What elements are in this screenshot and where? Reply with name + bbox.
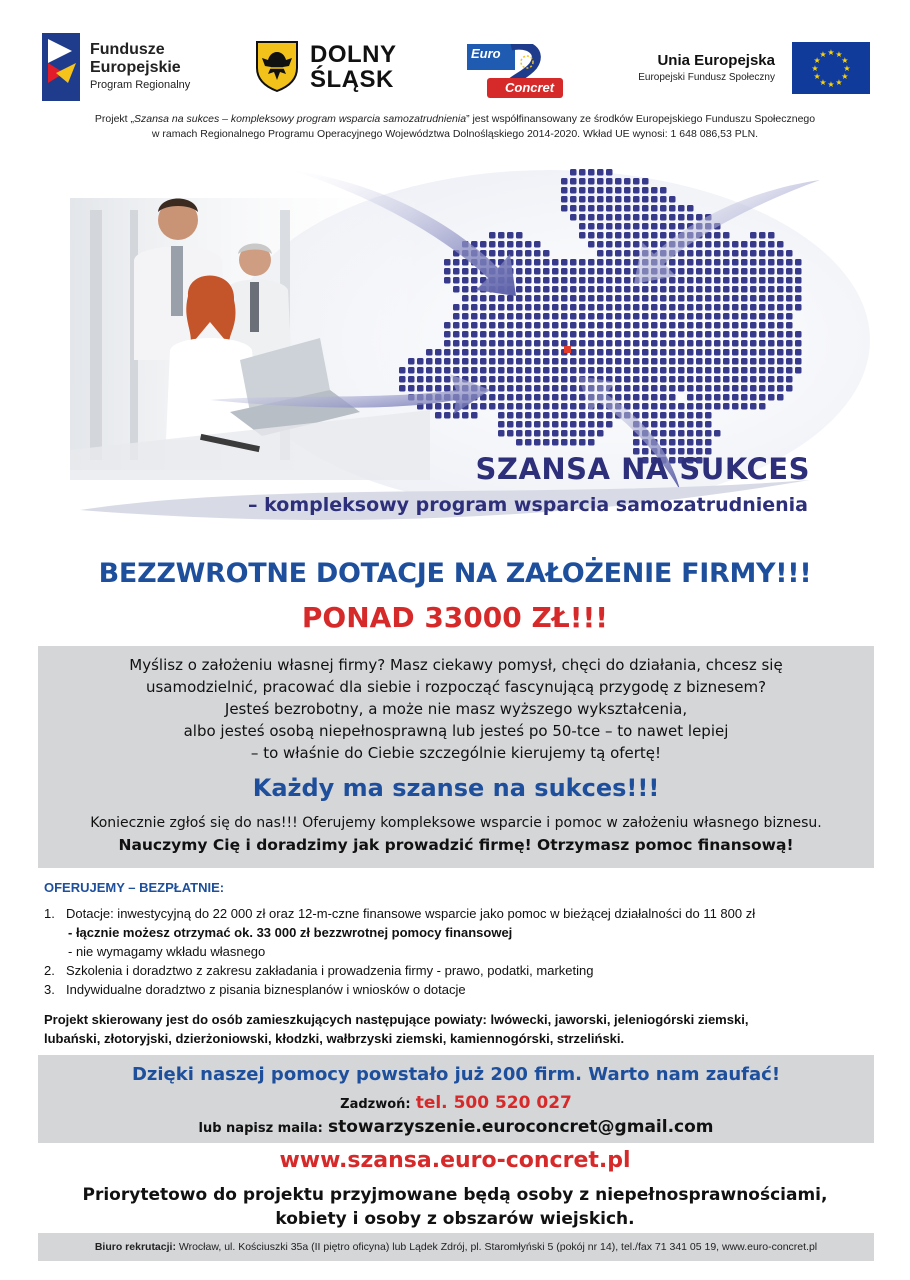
headline-grants: BEZZWROTNE DOTACJE NA ZAŁOŻENIE FIRMY!!! xyxy=(98,558,812,589)
intro-line: Myślisz o założeniu własnej firmy? Masz ciekawy pomysł, chęci do działania, chcesz się xyxy=(129,656,783,674)
footer xyxy=(38,1233,874,1261)
offer-text: Szkolenia i doradztwo z zakresu zakładania i prowadzenia firmy - prawo, podatki, marketing xyxy=(66,963,594,978)
fundusze-line1: Fundusze xyxy=(90,41,165,58)
target-districts xyxy=(44,1010,874,1048)
intro-paragraph xyxy=(38,654,874,764)
dolny-slask-line2: ŚLĄSK xyxy=(310,66,394,93)
intro-line: usamodzielnić, pracować dla siebie i rozpocząć fascynującą przygodę z biznesem? xyxy=(145,678,767,696)
offer-text: Indywidualne doradztwo z pisania biznesplanów i wniosków o dotacje xyxy=(66,982,466,997)
dolny-slask-logo xyxy=(255,40,425,96)
unia-line2: Europejski Fundusz Społeczny xyxy=(638,72,775,83)
note-suffix: ” jest współfinansowany ze środków Europejskiego Funduszu Społecznego xyxy=(466,113,816,125)
eu-star-icon: ★ xyxy=(841,56,849,65)
offer-number: 1. xyxy=(44,906,55,921)
euro-concret-line1: Euro xyxy=(471,46,501,61)
eu-star-icon: ★ xyxy=(811,64,819,73)
email-row xyxy=(38,1117,874,1137)
email-label: lub napisz maila: xyxy=(198,1121,323,1136)
euro-concret-logo xyxy=(467,44,567,100)
priority-line1: Priorytetowo do projektu przyjmowane będą osoby z niepełnosprawnościami, xyxy=(82,1185,828,1205)
phone-number-link[interactable]: tel. 500 520 027 xyxy=(415,1093,572,1113)
eu-star-icon: ★ xyxy=(813,56,821,65)
intro-call-to-action: Koniecznie zgłoś się do nas!!! Oferujemy kompleksowe wsparcie i pomoc w założeniu własnego biznesu. xyxy=(90,815,822,831)
intro-line: albo jesteś osobą niepełnosprawną lub jesteś po 50-tce – to nawet lepiej xyxy=(183,722,729,740)
contact-box xyxy=(38,1055,874,1143)
hero-illustration xyxy=(30,150,880,550)
offer-text: Dotacje: inwestycyjną do 22 000 zł oraz 12-m-czne finansowe wsparcie jako pomoc w bieżącej działalności do 11 800 zł xyxy=(66,906,756,921)
phone-label: Zadzwoń: xyxy=(340,1097,411,1112)
eu-star-icon: ★ xyxy=(827,48,835,57)
location-marker-icon xyxy=(564,346,571,353)
offer-list xyxy=(44,904,874,999)
phone-row xyxy=(38,1093,874,1113)
offer-sub-bold: - łącznie możesz otrzymać ok. 33 000 zł bezzwrotnej pomocy finansowej xyxy=(68,925,513,940)
eagle-shield-icon xyxy=(255,40,299,92)
priority-note xyxy=(0,1183,910,1231)
priority-line2: kobiety i osoby z obszarów wiejskich. xyxy=(275,1209,635,1229)
list-item xyxy=(44,980,874,999)
intro-line: – to właśnie do Ciebie szczególnie kierujemy tą ofertę! xyxy=(250,744,662,762)
unia-europejska-logo xyxy=(612,40,870,96)
eu-star-icon: ★ xyxy=(835,77,843,87)
project-funding-note xyxy=(20,112,890,142)
email-link[interactable]: stowarzyszenie.euroconcret@gmail.com xyxy=(327,1117,714,1137)
note-prefix: Projekt „ xyxy=(94,113,134,125)
fundusze-flag-icon xyxy=(42,33,80,101)
districts-line1: Projekt skierowany jest do osób zamieszkujących następujące powiaty: lwówecki, jaworski, jeleniogórski ziemski, xyxy=(44,1012,749,1027)
offer-sub: - nie wymagamy wkładu własnego xyxy=(68,944,266,959)
offer-heading: OFERUJEMY – BEZPŁATNIE: xyxy=(44,880,225,895)
fundusze-line3: Program Regionalny xyxy=(90,79,191,91)
eu-star-icon: ★ xyxy=(813,72,821,81)
list-item xyxy=(44,961,874,980)
headline-amount: PONAD 33000 ZŁ!!! xyxy=(301,601,609,634)
eu-star-icon: ★ xyxy=(841,72,849,81)
note-line2: w ramach Regionalnego Programu Operacyjnego Województwa Dolnośląskiego 2014-2020. Wkład UE wynosi: 1 648 086,53 PLN. xyxy=(151,128,759,140)
intro-line: Jesteś bezrobotny, a może nie masz wyższego wykształcenia, xyxy=(224,700,688,718)
fundusze-europejskie-logo xyxy=(42,33,242,101)
eu-star-icon: ★ xyxy=(819,77,827,87)
trust-statement: Dzięki naszej pomocy powstało już 200 firm. Warto nam zaufać! xyxy=(131,1064,781,1085)
office-photo xyxy=(70,198,430,480)
hero-title: SZANSA NA SUKCES xyxy=(475,452,810,486)
offer-number: 2. xyxy=(44,963,55,978)
euro-concret-line2: Concret xyxy=(505,80,555,95)
eu-star-icon: ★ xyxy=(835,50,843,60)
eu-star-icon: ★ xyxy=(827,80,835,89)
slogan: Każdy ma szanse na sukces!!! xyxy=(252,774,660,802)
footer-address: Wrocław, ul. Kościuszki 35a (II piętro oficyna) lub Lądek Zdrój, pl. Staromłyński 5 (pokój nr 14), tel./fax 71 341 05 19, www.euro-concret.pl xyxy=(175,1241,818,1253)
eu-flag-icon xyxy=(792,42,870,94)
intro-box xyxy=(38,646,874,868)
list-item xyxy=(44,904,874,961)
footer-label: Biuro rekrutacji: xyxy=(94,1241,176,1253)
intro-promise: Nauczymy Cię i doradzimy jak prowadzić firmę! Otrzymasz pomoc finansową! xyxy=(118,836,794,854)
eu-star-icon: ★ xyxy=(843,64,851,73)
recruitment-office xyxy=(38,1241,874,1253)
hero-subtitle: – kompleksowy program wsparcia samozatrudnienia xyxy=(248,494,808,516)
website-link[interactable]: www.szansa.euro-concret.pl xyxy=(279,1148,631,1173)
unia-line1: Unia Europejska xyxy=(657,52,775,69)
fundusze-line2: Europejskie xyxy=(90,59,181,76)
eu-star-icon: ★ xyxy=(819,50,827,60)
districts-line2: lubański, złotoryjski, dzierżoniowski, kłodzki, wałbrzyski ziemski, kamiennogórski, strzeliński. xyxy=(44,1031,625,1046)
offer-number: 3. xyxy=(44,982,55,997)
dolny-slask-line1: DOLNY xyxy=(310,41,397,68)
note-project-title: Szansa na sukces – kompleksowy program wsparcia samozatrudnienia xyxy=(133,113,467,125)
